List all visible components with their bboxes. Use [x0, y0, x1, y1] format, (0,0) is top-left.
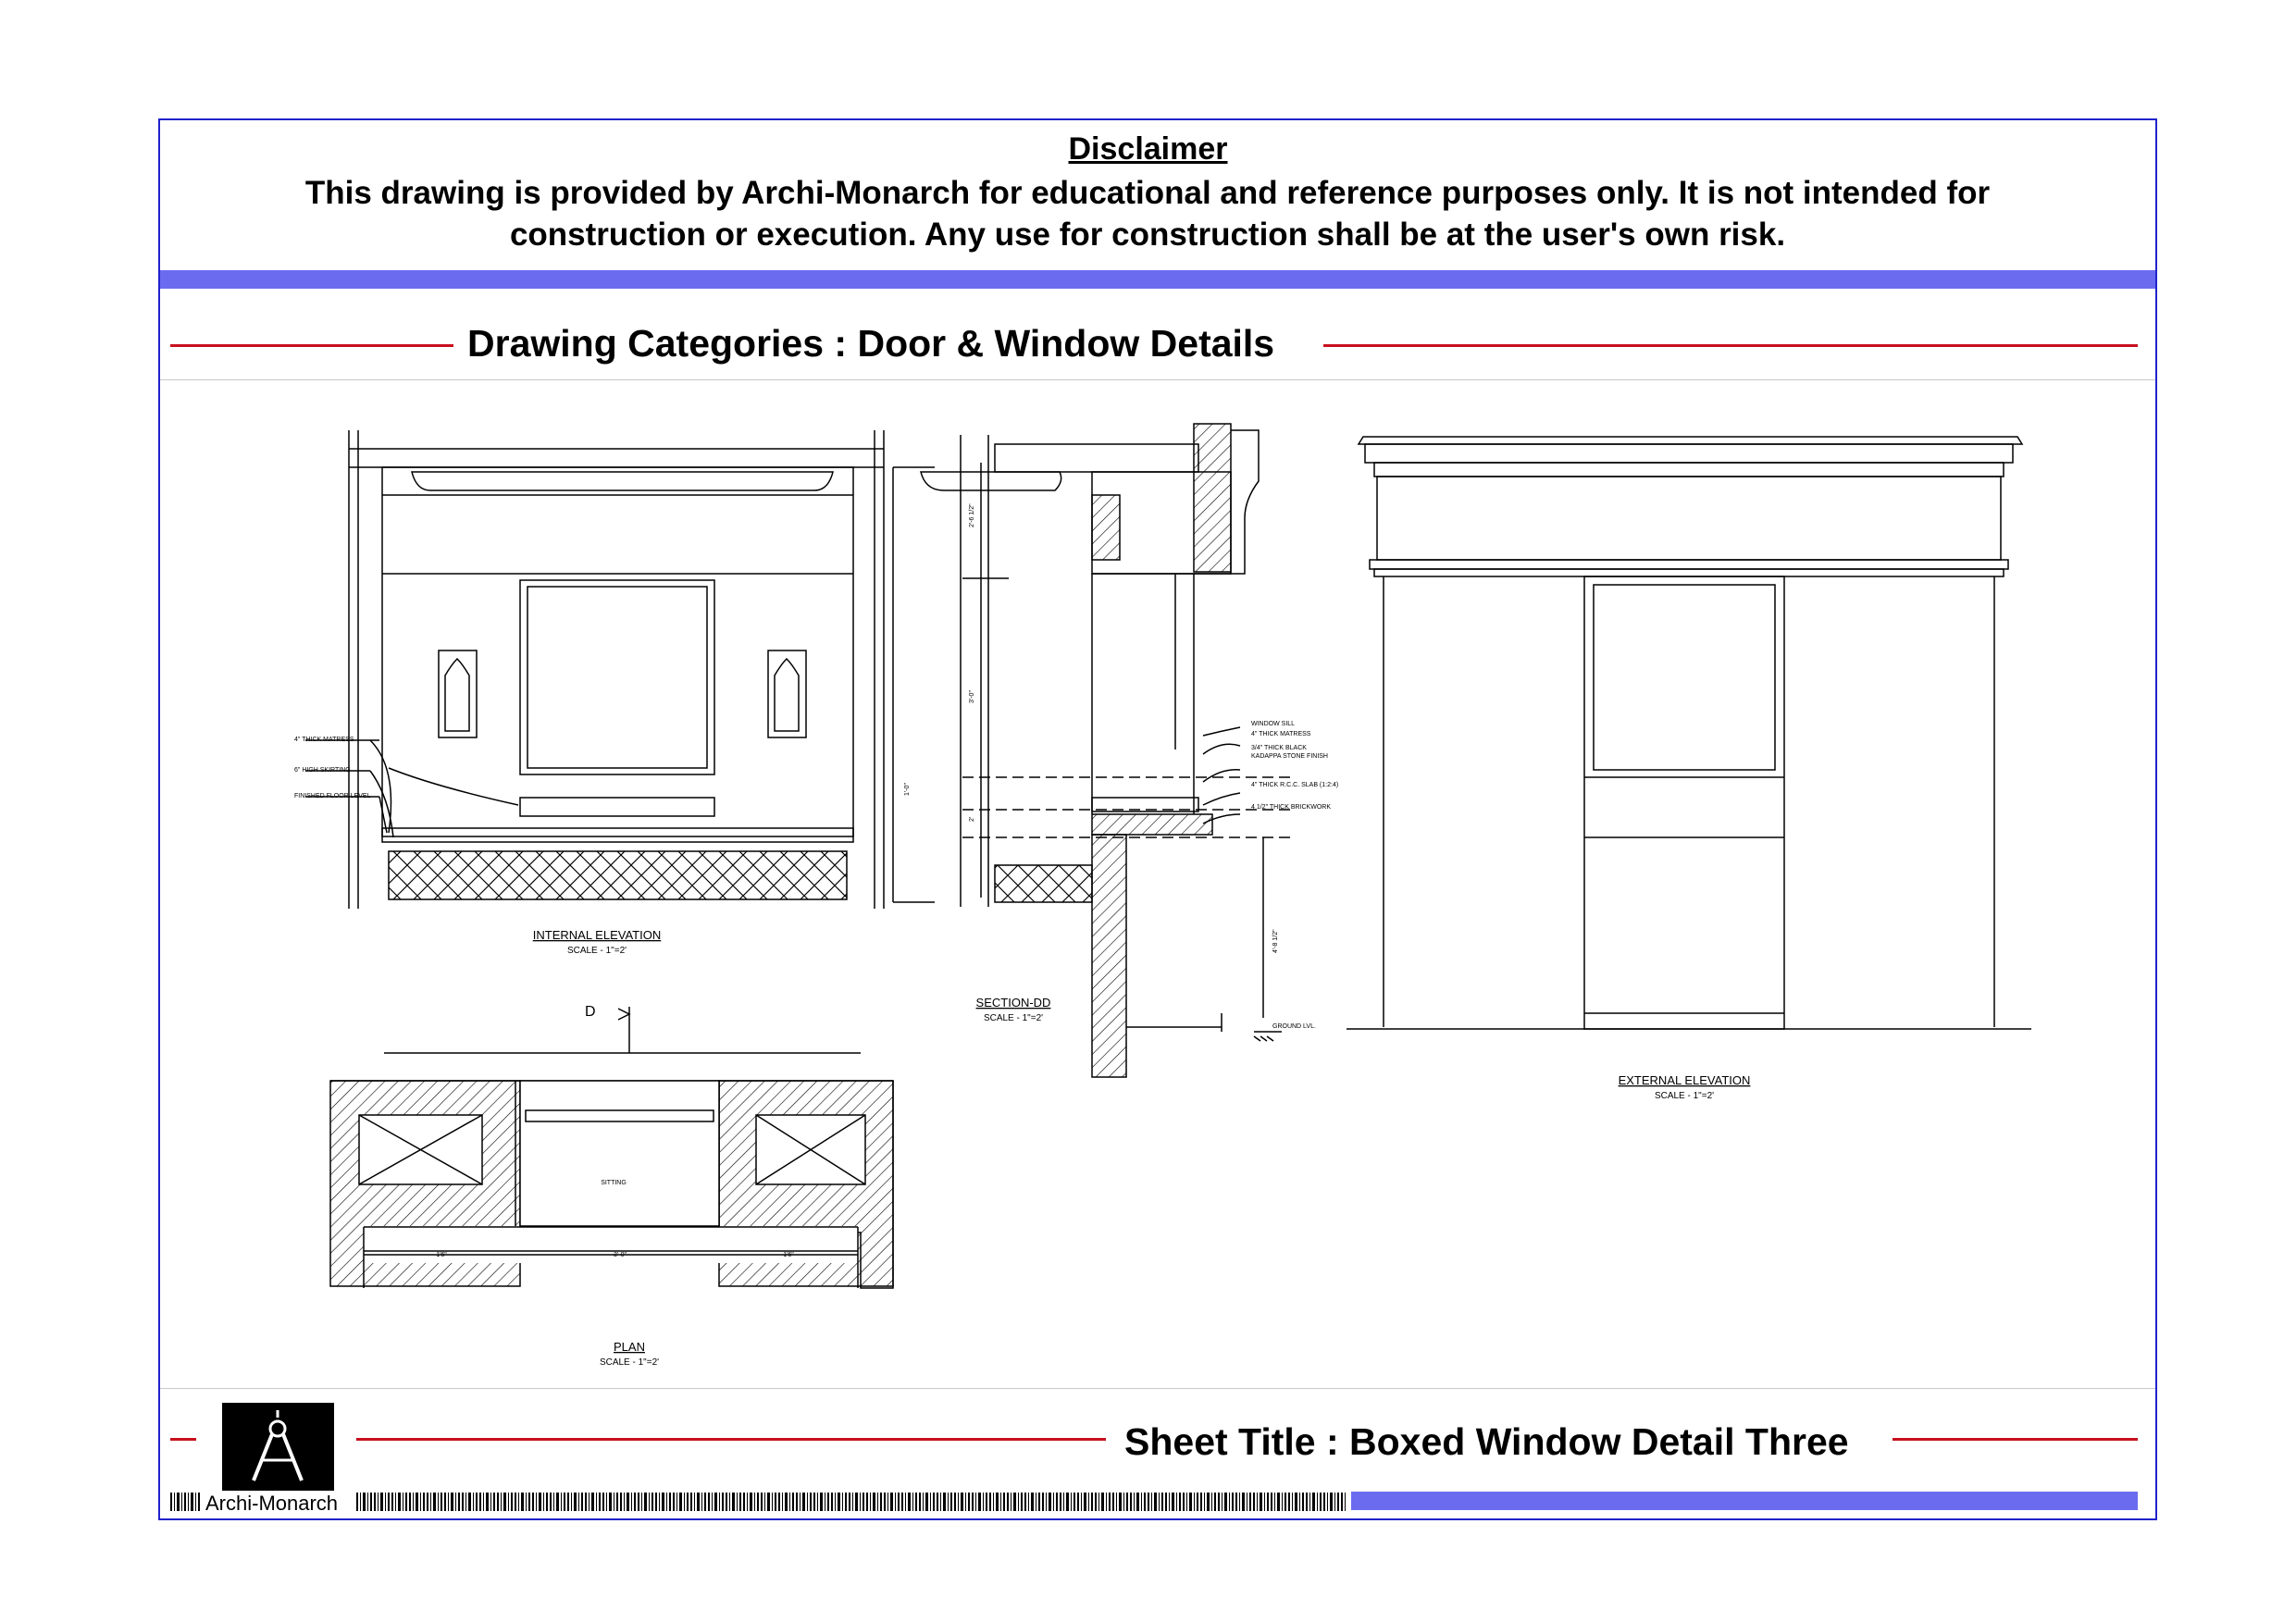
compass-icon — [222, 1403, 334, 1491]
note-ground-level: GROUND LVL. — [1272, 1023, 1316, 1030]
brand-name: Archi-Monarch — [205, 1492, 339, 1515]
plan-section-mark: D — [585, 1004, 596, 1020]
note-brickwork: 4 1/2" THICK BRICKWORK — [1251, 804, 1331, 811]
note-window-sill: WINDOW SILL — [1251, 721, 1296, 727]
note-mattress: 4" THICK MATRESS — [294, 737, 354, 743]
note-rcc-slab: 4" THICK R.C.C. SLAB (1:2:4) — [1251, 782, 1339, 788]
external-elevation-title: EXTERNAL ELEVATION — [1618, 1073, 1751, 1087]
archi-monarch-logo — [222, 1403, 334, 1491]
barcode-strip — [356, 1493, 1347, 1511]
section-dd-title: SECTION-DD — [975, 996, 1051, 1010]
dim-sec-2: 3'-0" — [969, 690, 975, 703]
note-kadappa-1: 3/4" THICK BLACK — [1251, 745, 1307, 751]
external-elevation — [1347, 437, 2031, 1029]
external-elevation-scale: SCALE - 1"=2' — [1654, 1091, 1715, 1101]
internal-elevation-title: INTERNAL ELEVATION — [532, 928, 662, 942]
footer-rule-mid — [356, 1438, 1106, 1441]
note-skirting: 6" HIGH SKIRTING — [294, 767, 351, 774]
sheet-title: Sheet Title : Boxed Window Detail Three — [1124, 1420, 1849, 1463]
internal-elevation — [305, 430, 1061, 909]
plan-scale: SCALE - 1"=2' — [599, 1357, 660, 1368]
internal-elevation-notes — [294, 737, 371, 799]
disclaimer-title: Disclaimer — [1068, 131, 1228, 167]
plan — [330, 1007, 893, 1288]
footer-divider — [160, 1388, 2155, 1389]
barcode-strip-left — [170, 1493, 204, 1511]
section-dd-notes — [1251, 721, 1338, 1030]
note-ffl: FINISHED FLOOR LEVEL — [294, 793, 371, 799]
dim-plan-1: 1'6" — [436, 1252, 447, 1258]
plan-title: PLAN — [614, 1340, 645, 1354]
dim-sec-4: 2' — [969, 816, 975, 822]
note-kadappa-2: KADAPPA STONE FINISH — [1251, 753, 1328, 760]
footer-rule-short — [170, 1438, 196, 1441]
internal-elevation-scale: SCALE - 1"=2' — [566, 946, 627, 956]
plan-room-label: SITTING — [601, 1180, 627, 1186]
footer-band — [1351, 1492, 2138, 1510]
dim-sec-3: 1'-0" — [904, 783, 911, 796]
footer-rule-right — [1893, 1438, 2138, 1441]
dim-plan-3: 1'6" — [783, 1252, 794, 1258]
note-matress-2: 4" THICK MATRESS — [1251, 731, 1311, 737]
section-dd-scale: SCALE - 1"=2' — [983, 1013, 1044, 1023]
category-title: Drawing Categories : Door & Window Details — [467, 322, 1275, 365]
dim-sec-5: 4'-8 1/2" — [1272, 929, 1279, 953]
dim-plan-2: 3'-0" — [614, 1252, 627, 1258]
section-dd — [961, 424, 1296, 1077]
disclaimer-text: This drawing is provided by Archi-Monarch for educational and reference purposes only. It is not intended for construction or execution. Any use for construction shall be at the user's own risk. — [304, 175, 1991, 253]
dim-sec-1: 2'-6 1/2" — [969, 503, 975, 527]
